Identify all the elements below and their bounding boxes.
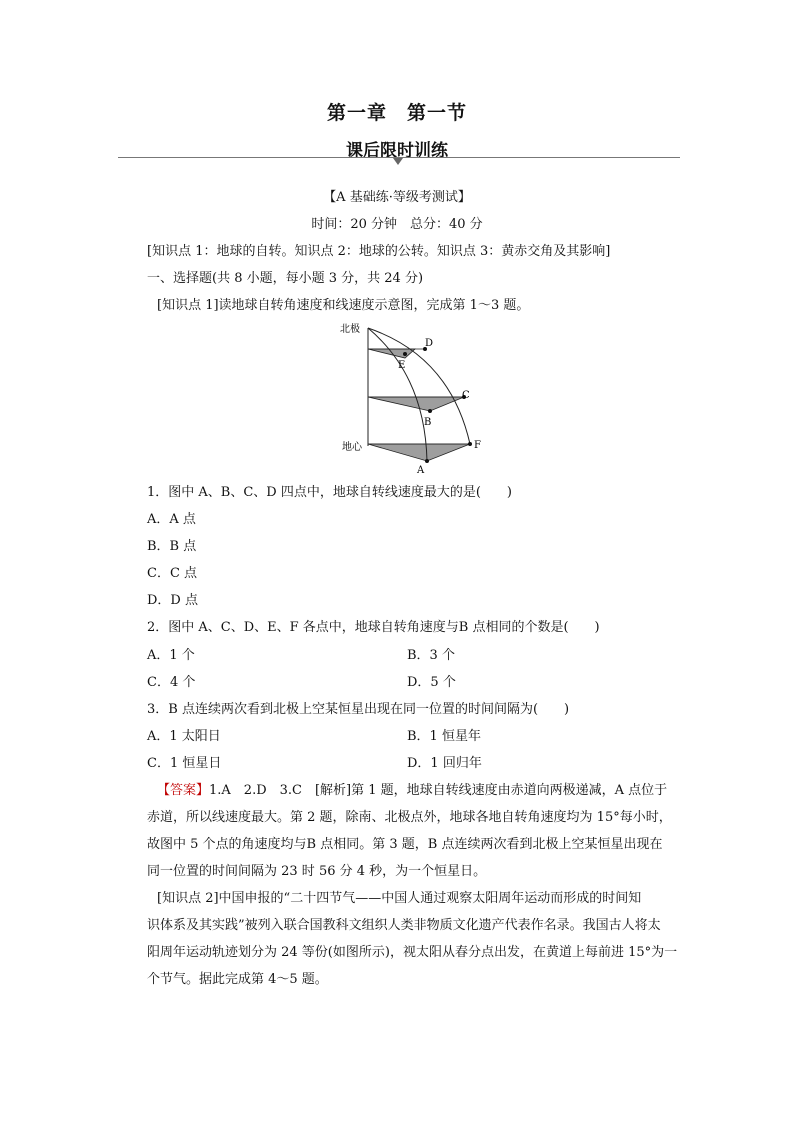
question-1-option-d: D．D 点 xyxy=(147,593,198,608)
question-3-option-a: A．1 太阳日 xyxy=(147,729,221,744)
section-label: 【A 基础练·等级考测试】 xyxy=(323,190,471,205)
question-3-option-c: C．1 恒星日 xyxy=(147,756,222,771)
question-1-option-a: A．A 点 xyxy=(147,512,196,527)
point-a xyxy=(425,459,429,463)
mid-latitude-segment xyxy=(368,397,464,411)
label-north-pole: 北极 xyxy=(340,324,360,335)
question-2-option-b: B．3 个 xyxy=(407,648,455,663)
outer-meridian-arc xyxy=(368,328,470,444)
point-e xyxy=(403,352,407,356)
passage2-line-2: 识体系及其实践”被列入联合国教科文组织人类非物质文化遗产代表作名录。我国古人将太 xyxy=(147,918,661,933)
question-1-option-b: B．B 点 xyxy=(147,539,197,554)
question-3-option-d: D．1 回归年 xyxy=(407,756,482,771)
label-earth-center: 地心 xyxy=(342,442,362,453)
point-b xyxy=(428,409,432,413)
label-a: A xyxy=(417,465,425,476)
label-f: F xyxy=(474,440,481,451)
time-score: 时间：20 分钟 总分：40 分 xyxy=(311,217,483,232)
answer-line-2: 赤道，所以线速度最大。第 2 题，除南、北极点外，地球各地自转角速度均为 15°每小时， xyxy=(147,810,672,825)
passage2-line-4: 个节气。据此完成第 4～5 题。 xyxy=(147,972,328,987)
earth-rotation-diagram xyxy=(330,316,490,476)
part1-heading: 一、选择题(共 8 小题，每小题 3 分，共 24 分) xyxy=(147,271,424,286)
knowledge-points: [知识点 1：地球的自转。知识点 2：地球的公转。知识点 3：黄赤交角及其影响] xyxy=(147,244,611,259)
passage2-line-1: [知识点 2]中国申报的“二十四节气——中国人通过观察太阳周年运动而形成的时间知 xyxy=(157,891,642,906)
label-b: B xyxy=(424,417,432,428)
question-1-option-c: C．C 点 xyxy=(147,566,198,581)
point-f xyxy=(468,442,472,446)
answer-tag: 【答案】 xyxy=(157,783,210,798)
question-3-option-b: B．1 恒星年 xyxy=(407,729,481,744)
passage2-line-3: 阳周年运动轨迹划分为 24 等份(如图所示)，视太阳从春分点出发，在黄道上每前进 15°为一 xyxy=(147,945,678,960)
question-1-stem: 1．图中 A、B、C、D 四点中，地球自转线速度最大的是( ) xyxy=(147,485,512,500)
subtitle: 课后限时训练 xyxy=(346,141,448,161)
upper-latitude-segment xyxy=(368,349,415,358)
label-c: C xyxy=(462,390,470,401)
divider-triangle-icon xyxy=(393,158,403,165)
answer-line-3: 故图中 5 个点的角速度均与B 点相同。第 3 题，B 点连续两次看到北极上空某恒星出现在 xyxy=(147,837,663,852)
question-2-option-a: A．1 个 xyxy=(147,648,195,663)
question-2-option-c: C．4 个 xyxy=(147,675,196,690)
equator-segment xyxy=(368,444,470,461)
answer-line-1 xyxy=(157,783,667,799)
chapter-title: 第一章 第一节 xyxy=(326,102,467,124)
question-2-stem: 2．图中 A、C、D、E、F 各点中，地球自转角速度与B 点相同的个数是( ) xyxy=(147,620,600,635)
question-2-option-d: D．5 个 xyxy=(407,675,456,690)
answer-line-4: 同一位置的时间间隔为 23 时 56 分 4 秒，为一个恒星日。 xyxy=(147,864,487,879)
answer-text-1: 1.A 2.D 3.C [解析]第 1 题，地球自转线速度由赤道向两极递减，A 点位于 xyxy=(209,783,668,798)
label-e: E xyxy=(398,360,406,371)
label-d: D xyxy=(425,338,434,349)
question-3-stem: 3．B 点连续两次看到北极上空某恒星出现在同一位置的时间间隔为( ) xyxy=(147,702,570,717)
part1-intro: [知识点 1]读地球自转角速度和线速度示意图，完成第 1～3 题。 xyxy=(157,298,530,313)
diagram-svg xyxy=(330,316,490,476)
inner-meridian-arc xyxy=(368,328,427,461)
